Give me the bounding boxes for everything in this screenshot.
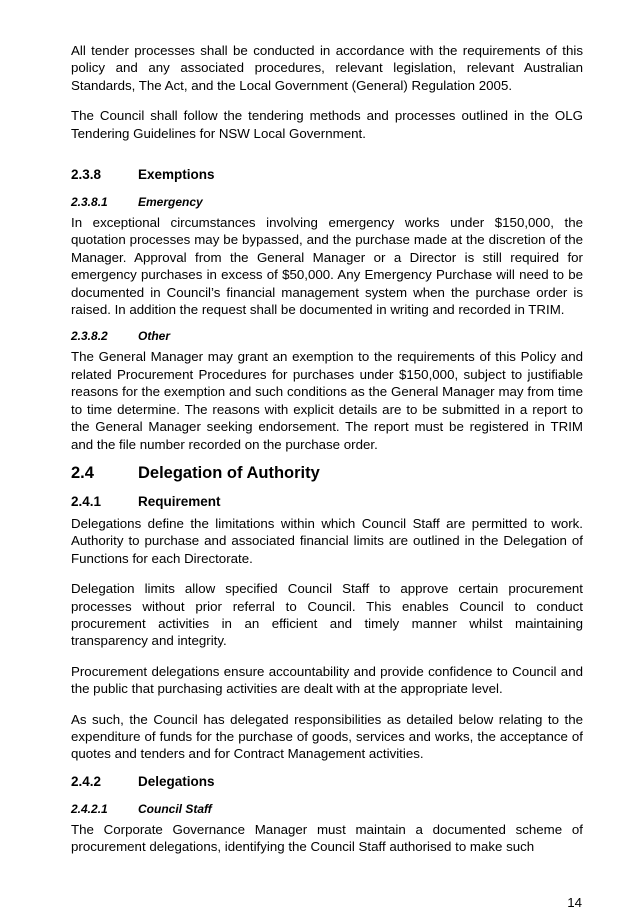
paragraph-procurement-delegations: Procurement delegations ensure accountability and provide confidence to Council and the public that purchasing activities are dealt with at the appropriate level. — [71, 663, 583, 697]
heading-number: 2.3.8.1 — [71, 195, 108, 210]
heading-emergency — [71, 194, 583, 210]
heading-delegations — [71, 773, 583, 791]
paragraph-corporate-governance: The Corporate Governance Manager must maintain a documented scheme of procurement delegations, identifying the Council Staff authorised to make such — [71, 821, 583, 855]
heading-council-staff — [71, 801, 583, 817]
heading-number: 2.4.2.1 — [71, 801, 108, 816]
paragraph-other: The General Manager may grant an exemption to the requirements of this Policy and related Procurement Procedures for purchases under $150,000, subject to justifiable reasons for the exemption and such conditions as the General Manager may from time to time determine. The reasons with explicit details are to be submitted in a report to the General Manager seeking endorsement. The report must be registered in TRIM and the file number recorded on the purchase order. — [71, 349, 583, 452]
heading-number: 2.3.8.2 — [71, 329, 108, 344]
heading-text: Delegations — [138, 773, 215, 789]
heading-text: Requirement — [138, 493, 221, 509]
heading-number: 2.4.2 — [71, 773, 102, 789]
paragraph-emergency: In exceptional circumstances involving emergency works under $150,000, the quotation processes may be bypassed, and the purchase made at the discretion of the Manager. Approval from the General Manager or a Director is still required for emergency purchases in excess of $50,000. Any Emergency Purchase will need to be documented in Council’s financial management system when the purchase order is raised. In addition the request shall be documented in writing and recorded in TRIM. — [71, 215, 583, 318]
heading-number: 2.3.8 — [71, 167, 102, 183]
page-number: 14 — [567, 895, 582, 910]
heading-number: 2.4.1 — [71, 493, 102, 509]
heading-requirement — [71, 493, 583, 511]
paragraph-delegations-define: Delegations define the limitations within which Council Staff are permitted to work. Authority to purchase and associated financial limits are outlined in the Delegation of Functions for each Directorate. — [71, 515, 583, 566]
paragraph-tendering-methods: The Council shall follow the tendering methods and processes outlined in the OLG Tendering Guidelines for NSW Local Government. — [71, 108, 583, 141]
paragraph-delegation-limits: Delegation limits allow specified Council Staff to approve certain procurement processes without prior referral to Council. This enables Council to conduct procurement activities in an efficient and timely manner whilst maintaining transparency and integrity. — [71, 581, 583, 649]
heading-text: Emergency — [138, 195, 203, 210]
document-page — [71, 42, 583, 856]
paragraph-tender-processes: All tender processes shall be conducted in accordance with the requirements of this policy and any associated procedures, relevant legislation, relevant Australian Standards, The Act, and the Local Government (General) Regulation 2005. — [71, 43, 583, 93]
paragraph-delegated-responsibilities: As such, the Council has delegated responsibilities as detailed below relating to the expenditure of funds for the purchase of goods, services and works, the acceptance of quotes and tenders and for Contract Management activities. — [71, 711, 583, 762]
heading-text: Delegation of Authority — [138, 463, 320, 482]
heading-delegation-of-authority — [71, 463, 583, 483]
heading-text: Council Staff — [138, 801, 212, 816]
heading-text: Other — [138, 329, 171, 344]
heading-number: 2.4 — [71, 463, 94, 482]
heading-other — [71, 328, 583, 344]
heading-exemptions — [71, 166, 583, 184]
heading-text: Exemptions — [138, 167, 215, 183]
